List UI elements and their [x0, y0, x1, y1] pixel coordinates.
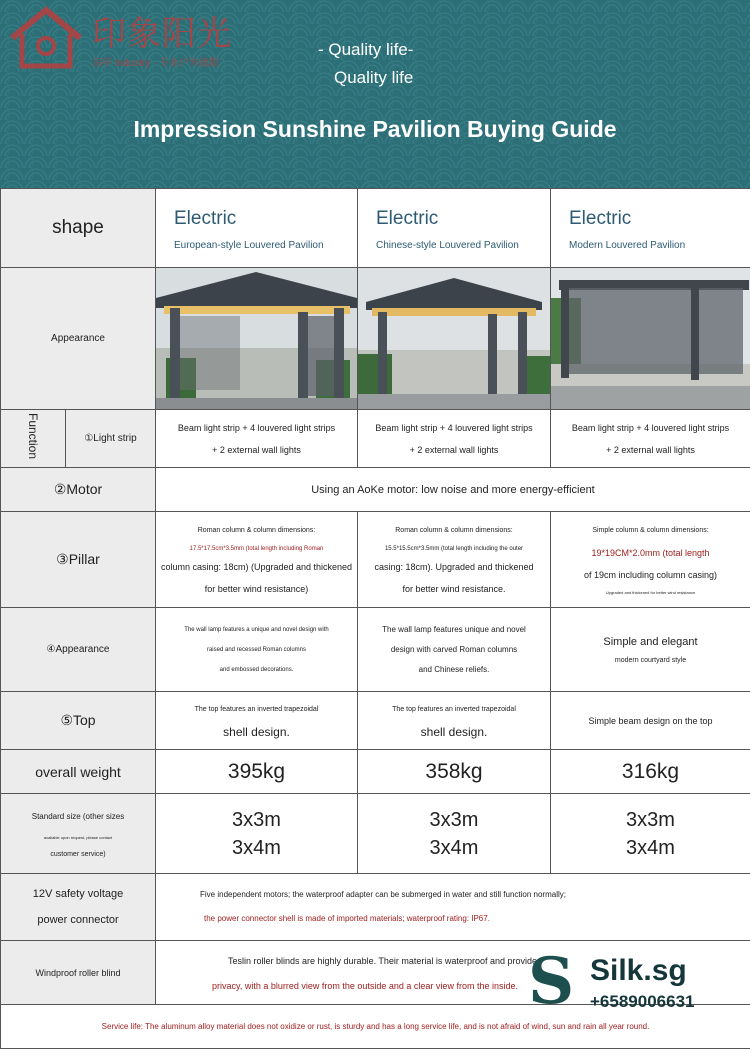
pillar-col-3 [551, 512, 750, 608]
shape-name: Modern Louvered Pavilion [569, 239, 686, 251]
appearance2-col-3 [551, 608, 750, 692]
light-strip-line: Beam light strip + 4 louvered light strips [571, 422, 730, 433]
pillar-row [1, 512, 750, 608]
size-value: 3x4m [429, 836, 479, 859]
shape-type: Electric [174, 207, 237, 229]
appearance-label: Appearance [1, 268, 156, 410]
appearance2-label: ④Appearance [1, 608, 156, 692]
pillar-line: Roman column & column dimensions: [197, 526, 316, 534]
pillar-line: casing: 18cm). Upgraded and thickened [374, 561, 534, 572]
top-label: ⑤Top [1, 692, 156, 750]
size-col-3 [551, 794, 750, 874]
blind-line: Teslin roller blinds are highly durable. Their material is waterproof and provides [228, 955, 542, 966]
top-line: The top features an inverted trapezoidal [194, 705, 319, 713]
pillar-line: 19*19CM*2.0mm (total length [591, 547, 710, 558]
shape-col-1 [156, 189, 358, 268]
appearance2-line: design with carved Roman columns [390, 644, 518, 654]
motor-label: ②Motor [1, 468, 156, 512]
weight-value: 395kg [156, 750, 358, 794]
size-value: 3x3m [626, 808, 675, 831]
safety-label-line: 12V safety voltage [32, 888, 124, 900]
pillar-line: for better wind resistance) [204, 583, 309, 594]
service-life-text: Service life: The aluminum alloy material does not oxidize or rust, is sturdy and has a long service life, and is not afraid of wind, sun and rain all year round. [1, 1005, 750, 1049]
pillar-line: Roman column & column dimensions: [395, 526, 513, 534]
pillar-line: of 19cm including column casing) [583, 569, 718, 580]
pillar-line: Upgraded and thickened for better wind resistance [605, 589, 696, 595]
safety-text [156, 874, 750, 941]
weight-value: 358kg [358, 750, 551, 794]
motor-text: Using an AoKe motor: low noise and more energy-efficient [156, 468, 750, 512]
pillar-col-1 [156, 512, 358, 608]
appearance2-line: Simple and elegant [603, 635, 698, 648]
size-label-line: customer service) [50, 850, 106, 858]
safety-label [1, 874, 156, 941]
top-col-3 [551, 692, 750, 750]
shape-row [1, 189, 750, 268]
shape-col-2 [358, 189, 551, 268]
top-line: shell design. [420, 724, 488, 739]
logo-text: 印象阳光 [92, 14, 232, 54]
safety-row [1, 874, 750, 941]
size-label-line: available upon request, please contact [43, 834, 113, 840]
weight-value: 316kg [551, 750, 750, 794]
light-strip-line: + 2 external wall lights [409, 444, 499, 455]
weight-row [1, 750, 750, 794]
silk-watermark [528, 944, 718, 1024]
safety-line: the power connector shell is made of imported materials; waterproof rating: IP67. [204, 914, 490, 923]
appearance2-row [1, 608, 750, 692]
tagline-2: Quality life [334, 68, 414, 87]
size-label [1, 794, 156, 874]
light-strip-line: + 2 external wall lights [212, 444, 301, 455]
shape-name: European-style Louvered Pavilion [174, 239, 324, 251]
blind-label: Windproof roller blind [1, 941, 156, 1005]
appearance2-line: modern courtyard style [614, 656, 687, 664]
house-logo-icon [6, 4, 86, 70]
blind-line: privacy, with a blurred view from the outside and a clear view from the inside. [212, 980, 518, 991]
size-row [1, 794, 750, 874]
appearance2-line: raised and recessed Roman columns [206, 646, 307, 653]
pillar-line: 17.5*17.5cm*3.5mm (total length including Roman [189, 545, 324, 552]
shape-type: Electric [569, 207, 632, 229]
function-label: Function [26, 412, 40, 460]
light-strip-line: Beam light strip + 4 louvered light strips [375, 422, 533, 433]
light-strip-line: Beam light strip + 4 louvered light strips [177, 422, 336, 433]
watermark-brand: Silk.sg [590, 954, 687, 987]
size-value: 3x4m [232, 836, 281, 859]
appearance-row [1, 268, 750, 410]
light-strip-label: ①Light strip [66, 410, 156, 468]
pavilion-chinese-image [358, 268, 550, 409]
page-title: Impression Sunshine Pavilion Buying Guide [133, 116, 617, 142]
function-label-cell [1, 410, 66, 468]
size-value: 3x4m [626, 836, 675, 859]
shape-name: Chinese-style Louvered Pavilion [376, 239, 519, 251]
light-strip-line: + 2 external wall lights [606, 444, 695, 455]
logo-subtext: 凉亭 Industry · 专业户外遮阳 [92, 58, 220, 69]
pillar-line: column casing: 18cm) (Upgraded and thickened [160, 561, 353, 572]
pillar-col-2 [358, 512, 551, 608]
size-label-line: Standard size (other sizes [31, 811, 125, 821]
pillar-line: Simple column & column dimensions: [592, 526, 709, 534]
light-strip-col-2 [358, 410, 551, 468]
appearance2-col-1 [156, 608, 358, 692]
light-strip-col-1 [156, 410, 358, 468]
tagline-1: - Quality life- [318, 40, 414, 59]
top-row [1, 692, 750, 750]
appearance2-line: The wall lamp features a unique and novel design with [184, 626, 329, 633]
appearance2-line: and Chinese reliefs. [418, 664, 490, 674]
weight-label: overall weight [1, 750, 156, 794]
header-banner [0, 0, 750, 188]
size-value: 3x3m [429, 808, 479, 831]
motor-row [1, 468, 750, 512]
size-value: 3x3m [232, 808, 281, 831]
pillar-line: for better wind resistance. [402, 583, 506, 594]
shape-label: shape [1, 189, 156, 268]
pillar-line: 15.5*15.5cm*3.5mm (total length including the outer [384, 545, 524, 552]
appearance2-col-2 [358, 608, 551, 692]
appearance2-line: The wall lamp features unique and novel [382, 624, 526, 634]
size-col-2 [358, 794, 551, 874]
light-strip-row [1, 410, 750, 468]
pillar-label: ③Pillar [1, 512, 156, 608]
pavilion-image-european [156, 268, 358, 410]
shape-type: Electric [376, 207, 439, 229]
top-col-1 [156, 692, 358, 750]
top-col-2 [358, 692, 551, 750]
pavilion-image-modern [551, 268, 750, 410]
light-strip-col-3 [551, 410, 750, 468]
buying-guide-table [0, 188, 750, 1049]
safety-line: Five independent motors; the waterproof adapter can be submerged in water and still function normally; [200, 890, 566, 899]
pavilion-image-chinese [358, 268, 551, 410]
watermark-letter: S [528, 944, 575, 1019]
appearance2-line: and embossed decorations. [219, 666, 294, 673]
top-line: The top features an inverted trapezoidal [392, 705, 516, 713]
watermark-phone: +6589006631 [590, 992, 695, 1011]
top-line: shell design. [223, 724, 290, 739]
size-col-1 [156, 794, 358, 874]
pavilion-european-image [156, 268, 357, 409]
top-line: Simple beam design on the top [588, 715, 713, 726]
pavilion-modern-image [551, 268, 750, 409]
shape-col-3 [551, 189, 750, 268]
safety-label-line: power connector [37, 914, 119, 926]
